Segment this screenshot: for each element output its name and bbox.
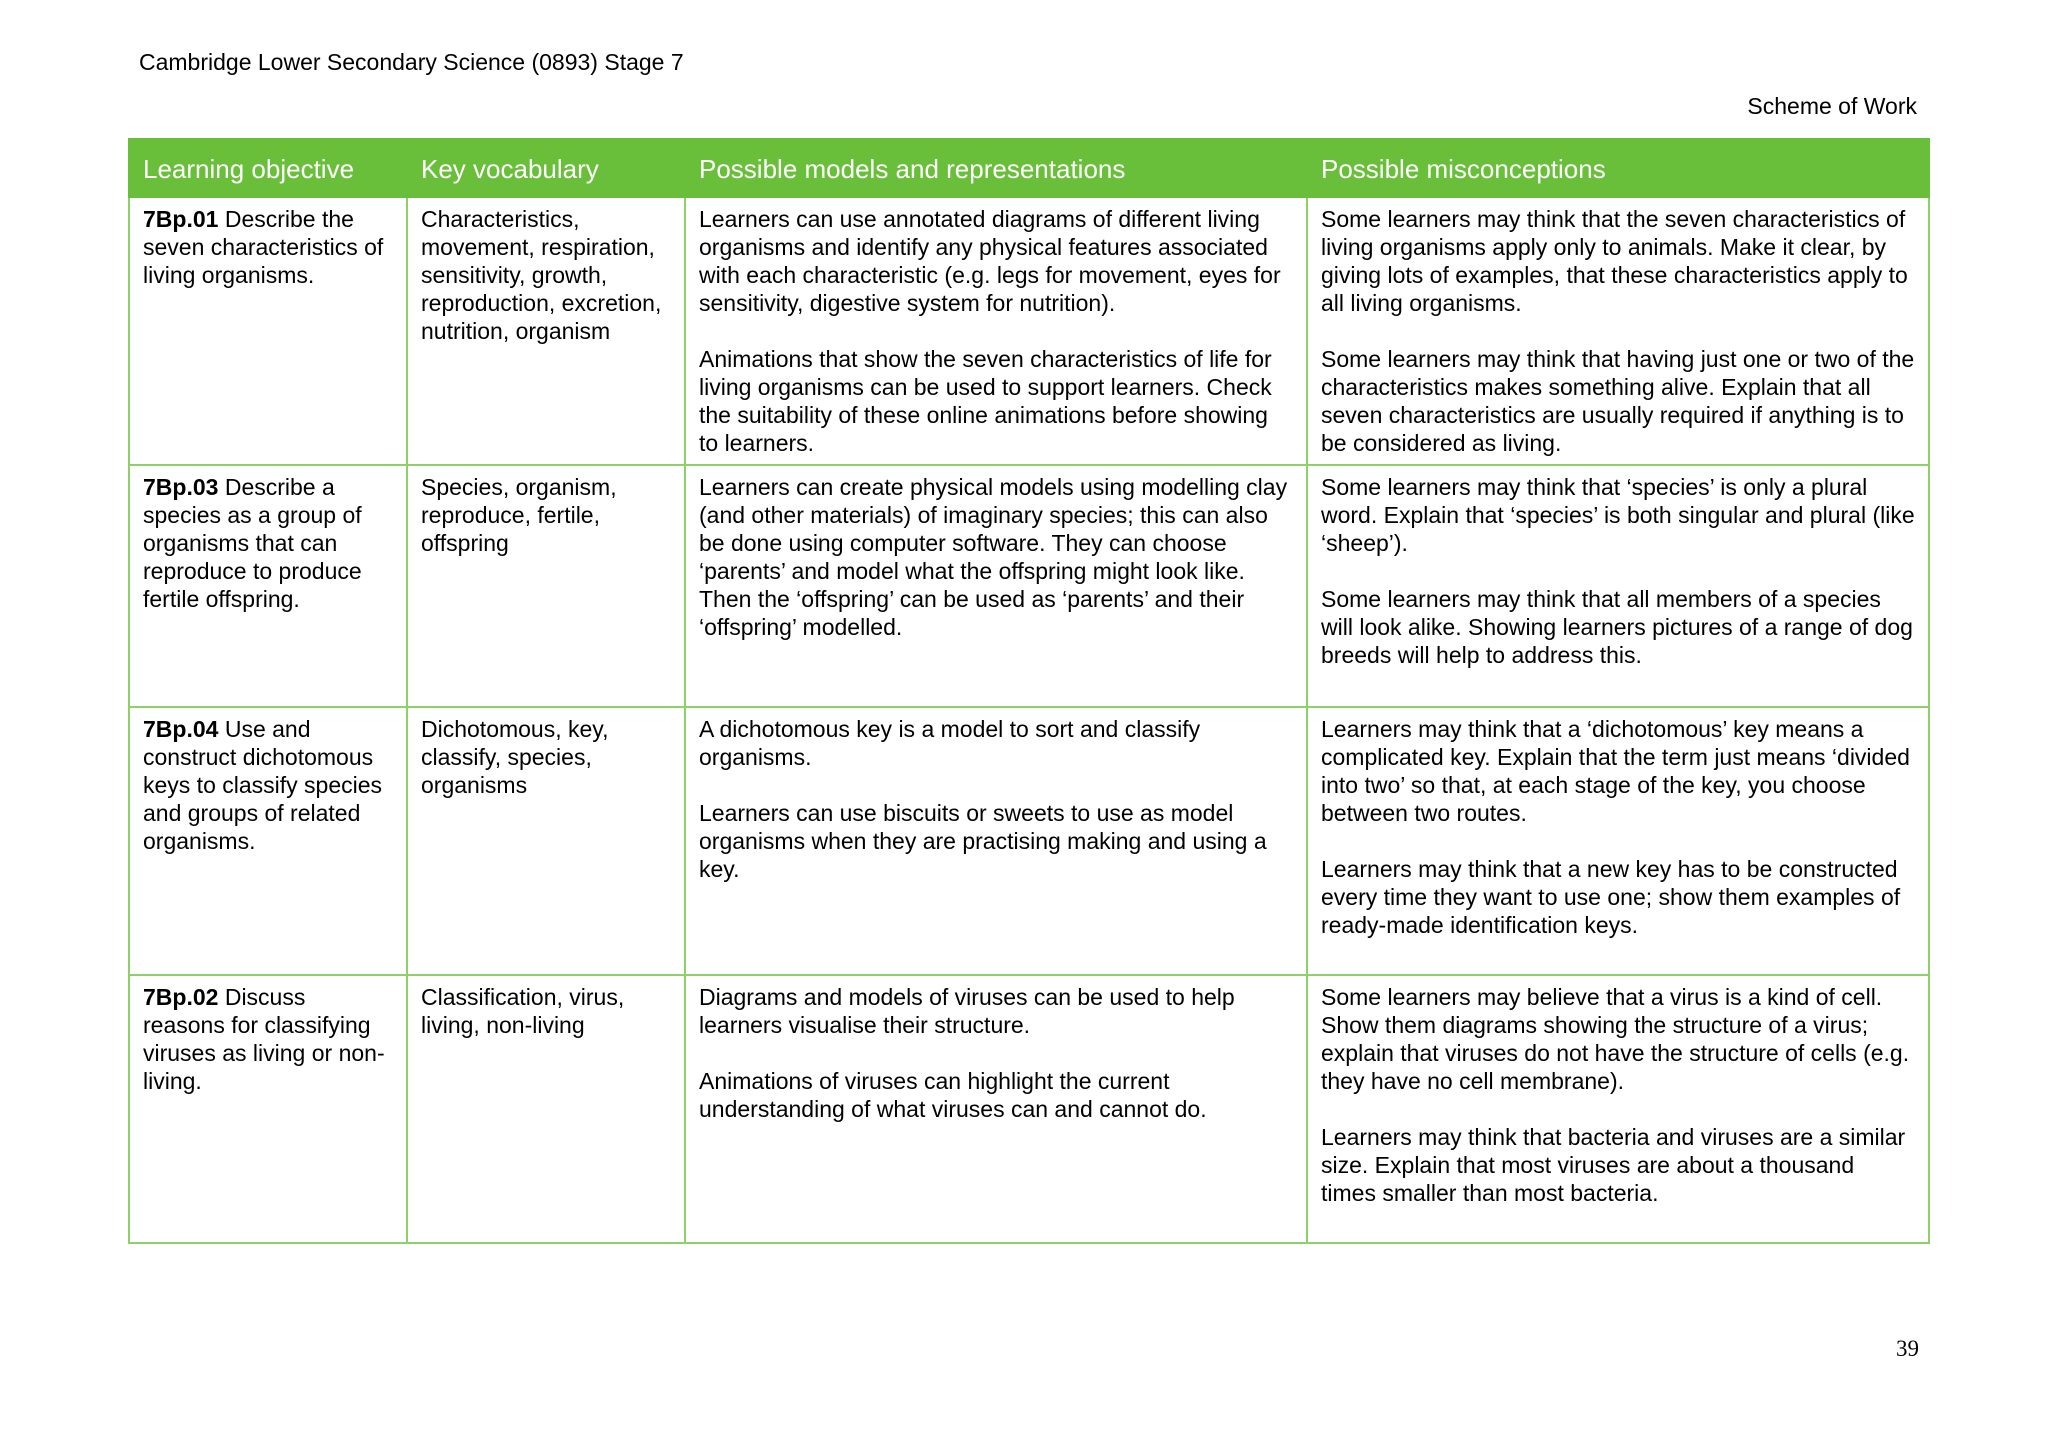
column-header-misconceptions: Possible misconceptions [1307, 139, 1929, 197]
models-cell [685, 975, 1307, 1243]
models-paragraph: Learners can create physical models using modelling clay (and other materials) of imaginary species; this can also be done using computer software. They can choose ‘parents’ and model what the offspring might look like. Then the ‘offspring’ can be used as ‘parents’ and their ‘offspring’ modelled. [699, 474, 1288, 640]
misconception-paragraph: Some learners may think that the seven characteristics of living organisms apply only to animals. Make it clear, by giving lots of examples, that these characteristics apply to all living organisms. [1321, 206, 1908, 316]
misconception-paragraph: Learners may think that bacteria and viruses are a similar size. Explain that most viruses are about a thousand times smaller than most bacteria. [1321, 1124, 1906, 1206]
document-title: Cambridge Lower Secondary Science (0893) Stage 7 [139, 49, 684, 75]
objective-text: Discuss reasons for classifying viruses as living or non-living. [143, 984, 385, 1094]
learning-objective-cell [129, 197, 407, 465]
models-cell [685, 197, 1307, 465]
misconceptions-cell [1307, 465, 1929, 707]
misconception-paragraph: Learners may think that a new key has to be constructed every time they want to use one; show them examples of ready-made identification keys. [1321, 856, 1901, 938]
table-row [129, 465, 1929, 707]
learning-objective-cell [129, 465, 407, 707]
objective-code: 7Bp.01 [143, 206, 219, 232]
misconceptions-cell [1307, 707, 1929, 975]
models-cell [685, 465, 1307, 707]
column-header-key-vocabulary: Key vocabulary [407, 139, 685, 197]
table-row [129, 707, 1929, 975]
table-row [129, 975, 1929, 1243]
learning-objective-cell [129, 707, 407, 975]
key-vocabulary-cell: Dichotomous, key, classify, species, organisms [407, 707, 685, 975]
misconception-paragraph: Some learners may think that all members of a species will look alike. Showing learners pictures of a range of dog breeds will help to address this. [1321, 586, 1913, 668]
objective-code: 7Bp.03 [143, 474, 219, 500]
models-paragraph: Learners can use annotated diagrams of different living organisms and identify any physical features associated with each characteristic (e.g. legs for movement, eyes for sensitivity, digestive system for nutrition). [699, 206, 1281, 316]
objective-text: Use and construct dichotomous keys to classify species and groups of related organisms. [143, 716, 383, 854]
table-row [129, 197, 1929, 465]
learning-objective-cell [129, 975, 407, 1243]
misconception-paragraph: Learners may think that a ‘dichotomous’ key means a complicated key. Explain that the term just means ‘divided into two’ so that, at each stage of the key, you choose between two routes. [1321, 716, 1910, 826]
models-cell [685, 707, 1307, 975]
models-paragraph: Animations that show the seven characteristics of life for living organisms can be used to support learners. Check the suitability of these online animations before showing to learners. [699, 346, 1272, 456]
key-vocabulary-cell: Species, organism, reproduce, fertile, offspring [407, 465, 685, 707]
page-number: 39 [1896, 1336, 1919, 1361]
table-header-row [129, 139, 1929, 197]
key-vocabulary-cell: Classification, virus, living, non-living [407, 975, 685, 1243]
models-paragraph: Learners can use biscuits or sweets to use as model organisms when they are practising making and using a key. [699, 800, 1267, 882]
objective-text: Describe a species as a group of organisms that can reproduce to produce fertile offspring. [143, 474, 362, 612]
scheme-of-work-table [128, 138, 1930, 1244]
objective-text: Describe the seven characteristics of living organisms. [143, 206, 384, 288]
models-paragraph: Animations of viruses can highlight the current understanding of what viruses can and cannot do. [699, 1068, 1207, 1122]
models-paragraph: Diagrams and models of viruses can be used to help learners visualise their structure. [699, 984, 1235, 1038]
key-vocabulary-cell: Characteristics, movement, respiration, sensitivity, growth, reproduction, excretion, nutrition, organism [407, 197, 685, 465]
misconception-paragraph: Some learners may think that ‘species’ is only a plural word. Explain that ‘species’ is both singular and plural (like ‘sheep’). [1321, 474, 1915, 556]
models-paragraph: A dichotomous key is a model to sort and classify organisms. [699, 716, 1201, 770]
misconception-paragraph: Some learners may think that having just one or two of the characteristics makes something alive. Explain that all seven characteristics are usually required if anything is to be considered as living. [1321, 346, 1915, 456]
column-header-learning-objective: Learning objective [129, 139, 407, 197]
column-header-models: Possible models and representations [685, 139, 1307, 197]
objective-code: 7Bp.04 [143, 716, 219, 742]
misconceptions-cell [1307, 975, 1929, 1243]
document-subtitle: Scheme of Work [1747, 93, 1917, 119]
objective-code: 7Bp.02 [143, 984, 219, 1010]
misconception-paragraph: Some learners may believe that a virus is a kind of cell. Show them diagrams showing the structure of a virus; explain that viruses do not have the structure of cells (e.g. they have no cell membrane). [1321, 984, 1910, 1094]
misconceptions-cell [1307, 197, 1929, 465]
